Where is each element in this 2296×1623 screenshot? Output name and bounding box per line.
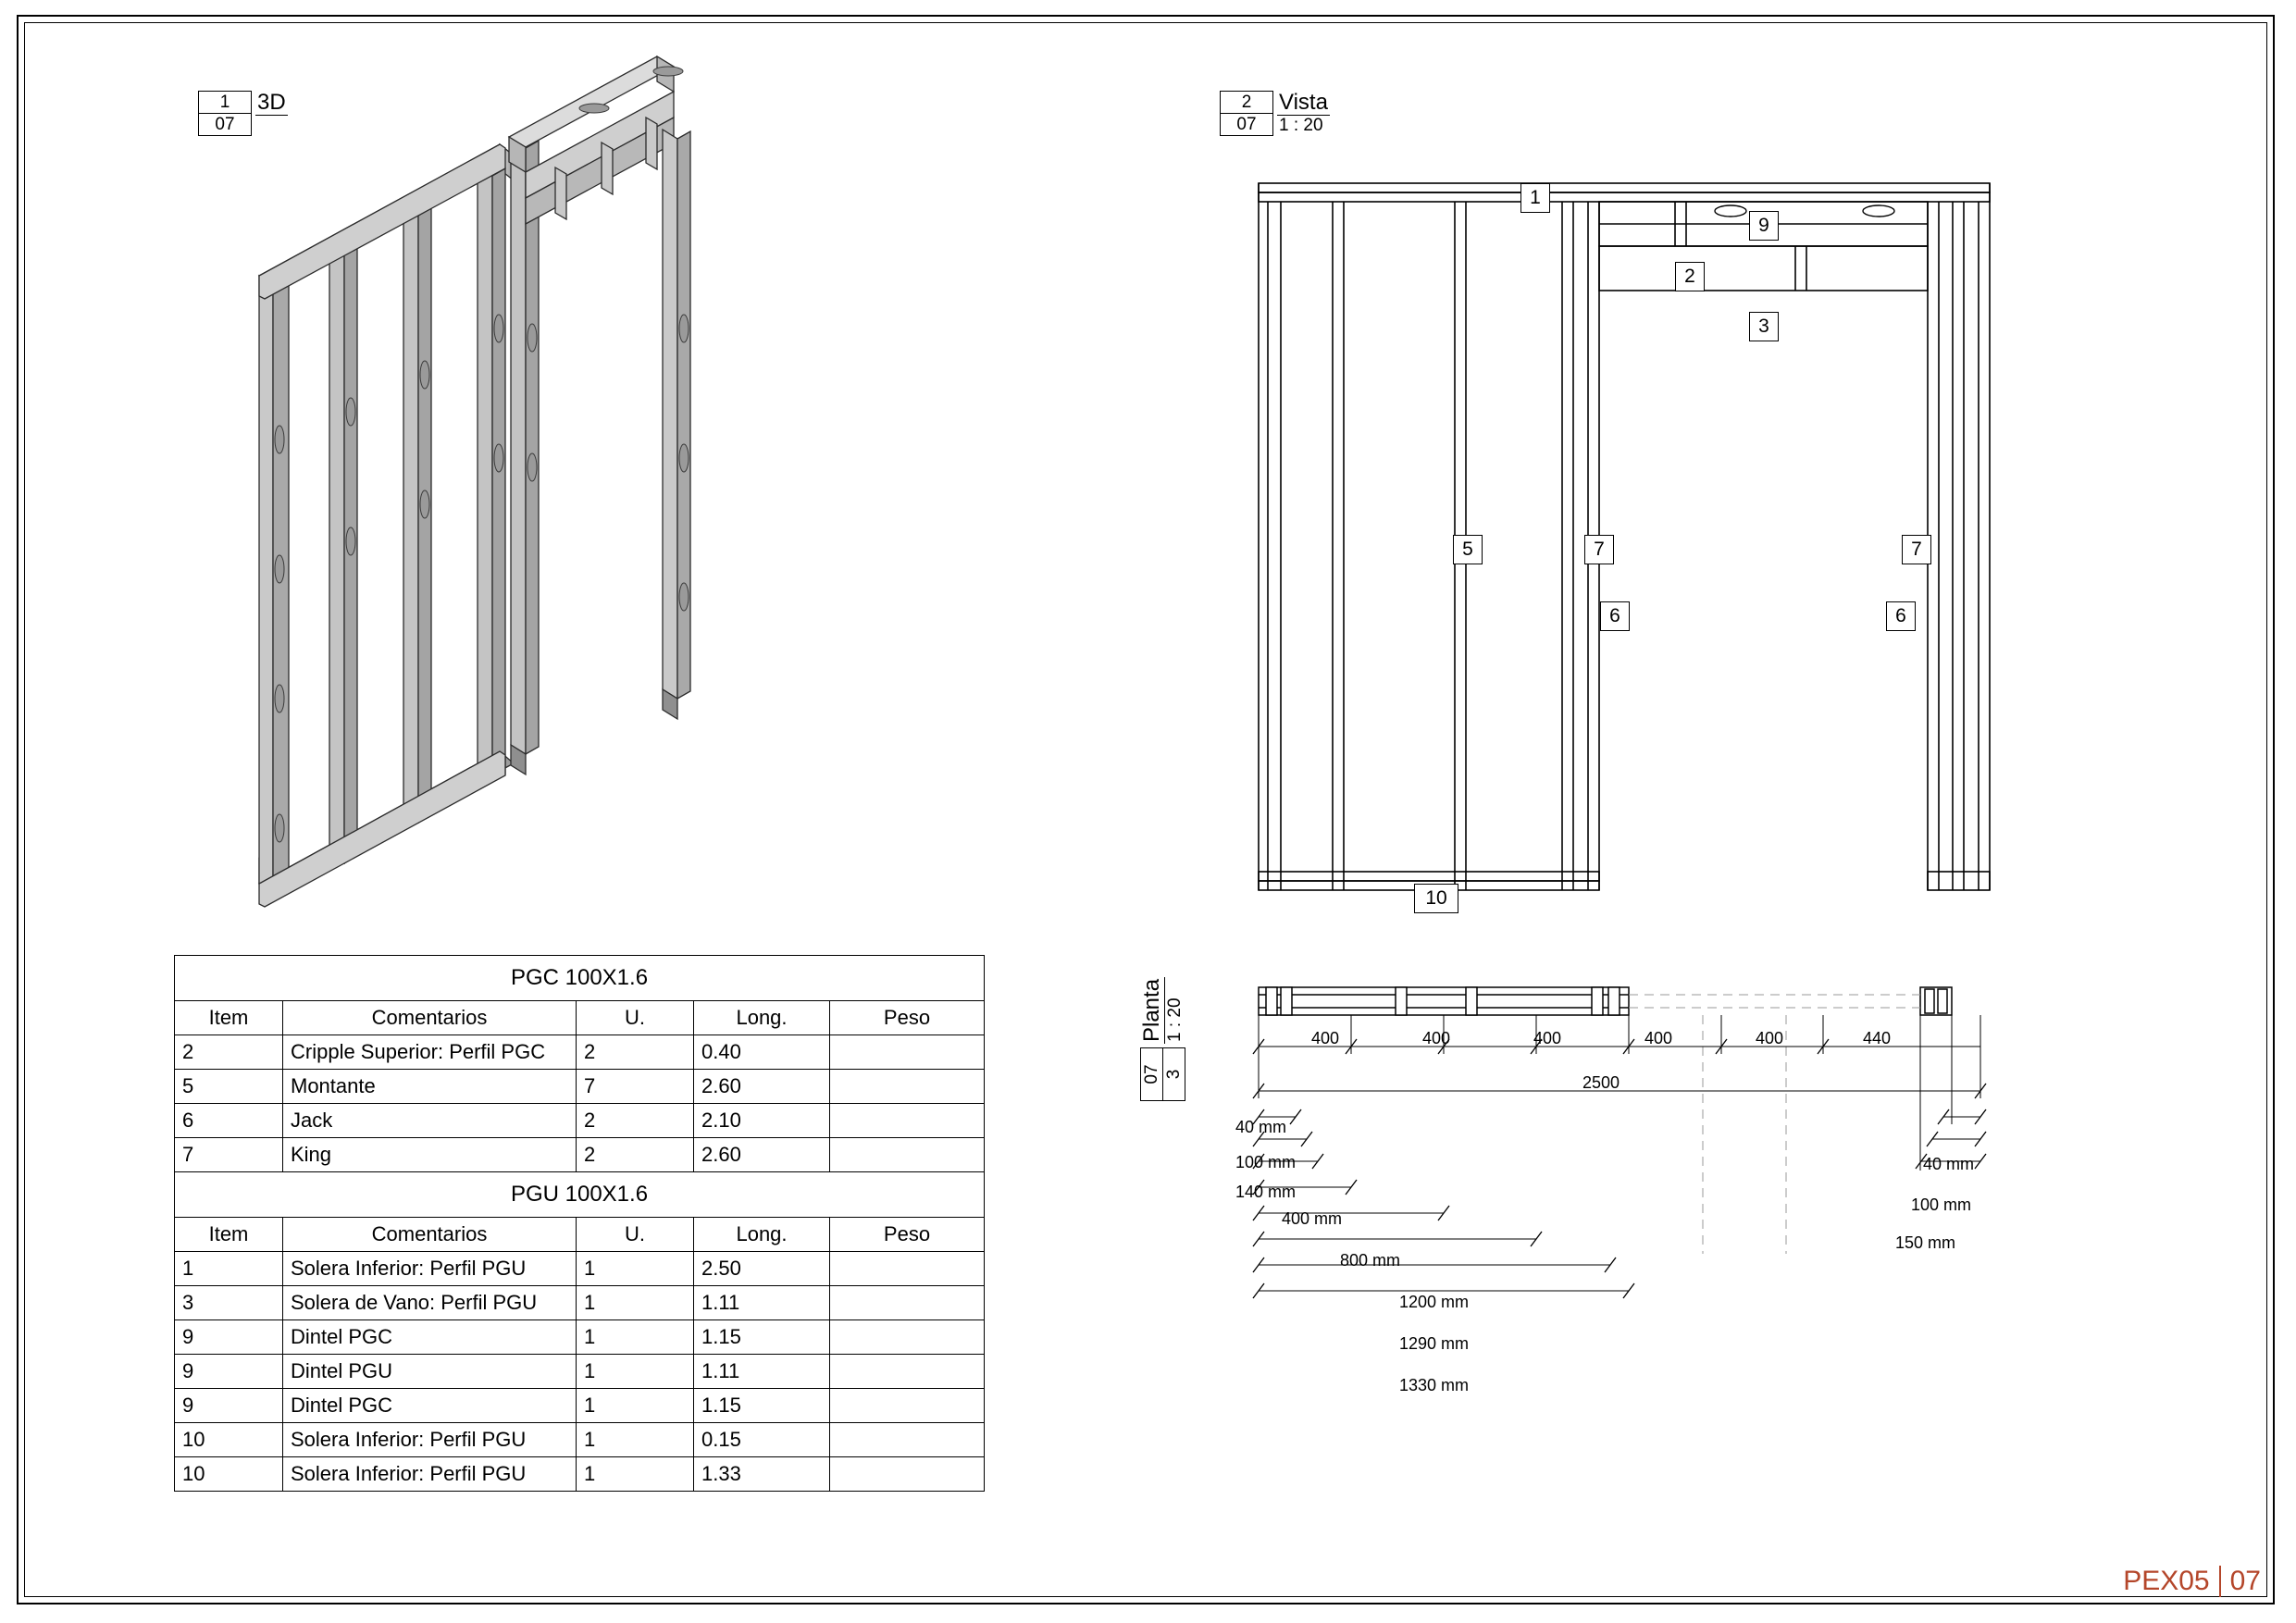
callout-2[interactable]: 2 <box>1675 262 1705 291</box>
title-block-divider <box>2219 1566 2221 1597</box>
cell-peso <box>830 1035 985 1070</box>
dim-left-140: 140 mm <box>1235 1183 1297 1201</box>
cell-u: 2 <box>577 1138 694 1172</box>
dim-chain-1330: 1330 mm <box>1399 1376 1470 1394</box>
sheet-number: 07 <box>2229 1566 2261 1596</box>
view-tag-numbox <box>1220 91 1273 136</box>
header-u: U. <box>577 1001 694 1035</box>
dim-right-40: 40 mm <box>1923 1155 1975 1173</box>
view-tag-number: 1 <box>199 92 251 114</box>
cell-comentarios: Dintel PGC <box>283 1389 577 1423</box>
table-title-row <box>175 1172 985 1218</box>
callout-7-right[interactable]: 7 <box>1902 535 1931 564</box>
view-title-vista: Vista <box>1279 90 1328 115</box>
cell-item: 3 <box>175 1286 283 1320</box>
table-row <box>175 1286 985 1320</box>
view-tag-sheet: 07 <box>1141 1048 1163 1100</box>
title-block <box>2123 1566 2261 1597</box>
view-tag-sheet: 07 <box>215 115 235 134</box>
cell-u: 7 <box>577 1070 694 1104</box>
cell-long: 1.11 <box>694 1355 830 1389</box>
table-row <box>175 1355 985 1389</box>
table-row <box>175 1035 985 1070</box>
cell-u: 1 <box>577 1355 694 1389</box>
dim-left-40: 40 mm <box>1235 1118 1287 1136</box>
cell-u: 1 <box>577 1286 694 1320</box>
cell-item: 1 <box>175 1252 283 1286</box>
table-title-pgc: PGC 100X1.6 <box>175 956 985 1001</box>
cell-comentarios: Jack <box>283 1104 577 1138</box>
callout-9[interactable]: 9 <box>1749 211 1779 241</box>
table-row <box>175 1457 985 1492</box>
cell-long: 0.40 <box>694 1035 830 1070</box>
dim-chain-400: 400 mm <box>1282 1209 1343 1228</box>
view-scale-vista: 1 : 20 <box>1279 116 1323 135</box>
isometric-frame-drawing <box>231 51 805 911</box>
cell-peso <box>830 1423 985 1457</box>
view-tag-numbox <box>1140 1047 1185 1101</box>
dim-spacing-1: 400 <box>1311 1029 1340 1047</box>
cell-long: 2.60 <box>694 1070 830 1104</box>
cell-long: 2.60 <box>694 1138 830 1172</box>
dim-left-100: 100 mm <box>1235 1153 1297 1171</box>
view-tag-labels <box>1140 977 1185 1044</box>
cell-peso <box>830 1389 985 1423</box>
cell-long: 2.10 <box>694 1104 830 1138</box>
cell-item: 7 <box>175 1138 283 1172</box>
table-title-pgu: PGU 100X1.6 <box>175 1172 985 1218</box>
callout-10[interactable]: 10 <box>1414 884 1458 913</box>
table-row <box>175 1070 985 1104</box>
view-title-planta: Planta <box>1139 978 1164 1042</box>
table-row <box>175 1423 985 1457</box>
cell-item: 6 <box>175 1104 283 1138</box>
cell-item: 9 <box>175 1320 283 1355</box>
callout-7-left[interactable]: 7 <box>1584 535 1614 564</box>
table-title-row <box>175 956 985 1001</box>
cell-comentarios: Solera Inferior: Perfil PGU <box>283 1252 577 1286</box>
cell-peso <box>830 1104 985 1138</box>
callout-3[interactable]: 3 <box>1749 312 1779 341</box>
cell-peso <box>830 1457 985 1492</box>
callout-5[interactable]: 5 <box>1453 535 1483 564</box>
table-row <box>175 1104 985 1138</box>
dim-spacing-6: 440 <box>1863 1029 1892 1047</box>
cell-comentarios: Solera Inferior: Perfil PGU <box>283 1457 577 1492</box>
dim-chain-1200: 1200 mm <box>1399 1293 1470 1311</box>
callout-6-left[interactable]: 6 <box>1600 601 1630 631</box>
dim-right-150: 150 mm <box>1895 1233 1956 1252</box>
view-tag-labels <box>1277 91 1330 136</box>
header-peso: Peso <box>830 1218 985 1252</box>
cell-comentarios: King <box>283 1138 577 1172</box>
dim-spacing-2: 400 <box>1422 1029 1451 1047</box>
dim-chain-1290: 1290 mm <box>1399 1334 1470 1353</box>
cell-u: 1 <box>577 1252 694 1286</box>
header-peso: Peso <box>830 1001 985 1035</box>
view-title-3d: 3D <box>257 90 286 115</box>
header-item: Item <box>175 1001 283 1035</box>
table-header-row <box>175 1001 985 1035</box>
view-tag-vista[interactable] <box>1220 91 1330 136</box>
cell-item: 10 <box>175 1457 283 1492</box>
cell-peso <box>830 1252 985 1286</box>
cell-item: 2 <box>175 1035 283 1070</box>
cell-u: 1 <box>577 1423 694 1457</box>
header-u: U. <box>577 1218 694 1252</box>
callout-6-right[interactable]: 6 <box>1886 601 1916 631</box>
view-scale-planta: 1 : 20 <box>1165 997 1185 1042</box>
header-long: Long. <box>694 1218 830 1252</box>
cell-long: 2.50 <box>694 1252 830 1286</box>
cell-u: 1 <box>577 1457 694 1492</box>
cell-comentarios: Montante <box>283 1070 577 1104</box>
plan-drawing <box>1240 976 2027 1374</box>
cell-peso <box>830 1355 985 1389</box>
dim-spacing-3: 400 <box>1533 1029 1562 1047</box>
header-item: Item <box>175 1218 283 1252</box>
bom-table-pgc <box>174 955 985 1492</box>
cell-peso <box>830 1138 985 1172</box>
project-code: PEX05 <box>2123 1566 2210 1596</box>
view-tag-number: 3 <box>1164 1069 1184 1080</box>
cell-item: 10 <box>175 1423 283 1457</box>
header-long: Long. <box>694 1001 830 1035</box>
cell-u: 1 <box>577 1320 694 1355</box>
dim-overall: 2500 <box>1582 1073 1620 1092</box>
cell-comentarios: Cripple Superior: Perfil PGC <box>283 1035 577 1070</box>
cell-peso <box>830 1070 985 1104</box>
cell-comentarios: Solera de Vano: Perfil PGU <box>283 1286 577 1320</box>
cell-long: 1.15 <box>694 1320 830 1355</box>
dim-spacing-5: 400 <box>1756 1029 1784 1047</box>
cell-peso <box>830 1286 985 1320</box>
view-tag-sheet: 07 <box>1236 115 1257 134</box>
cell-item: 9 <box>175 1355 283 1389</box>
view-tag-planta[interactable] <box>1139 978 1251 1101</box>
dim-right-100: 100 mm <box>1911 1196 1972 1214</box>
cell-comentarios: Dintel PGC <box>283 1320 577 1355</box>
dim-spacing-4: 400 <box>1644 1029 1673 1047</box>
cell-long: 1.33 <box>694 1457 830 1492</box>
table-header-row <box>175 1218 985 1252</box>
header-comentarios: Comentarios <box>283 1001 577 1035</box>
cell-item: 5 <box>175 1070 283 1104</box>
cell-item: 9 <box>175 1389 283 1423</box>
cell-comentarios: Dintel PGU <box>283 1355 577 1389</box>
table-row <box>175 1320 985 1355</box>
cell-long: 1.15 <box>694 1389 830 1423</box>
cell-long: 1.11 <box>694 1286 830 1320</box>
header-comentarios: Comentarios <box>283 1218 577 1252</box>
view-tag-number: 2 <box>1221 92 1272 114</box>
table-row <box>175 1138 985 1172</box>
cell-u: 2 <box>577 1104 694 1138</box>
cell-comentarios: Solera Inferior: Perfil PGU <box>283 1423 577 1457</box>
cell-u: 1 <box>577 1389 694 1423</box>
dim-chain-800: 800 mm <box>1340 1251 1401 1270</box>
table-row <box>175 1389 985 1423</box>
cell-peso <box>830 1320 985 1355</box>
cell-u: 2 <box>577 1035 694 1070</box>
table-row <box>175 1252 985 1286</box>
cell-long: 0.15 <box>694 1423 830 1457</box>
callout-1[interactable]: 1 <box>1520 183 1550 213</box>
